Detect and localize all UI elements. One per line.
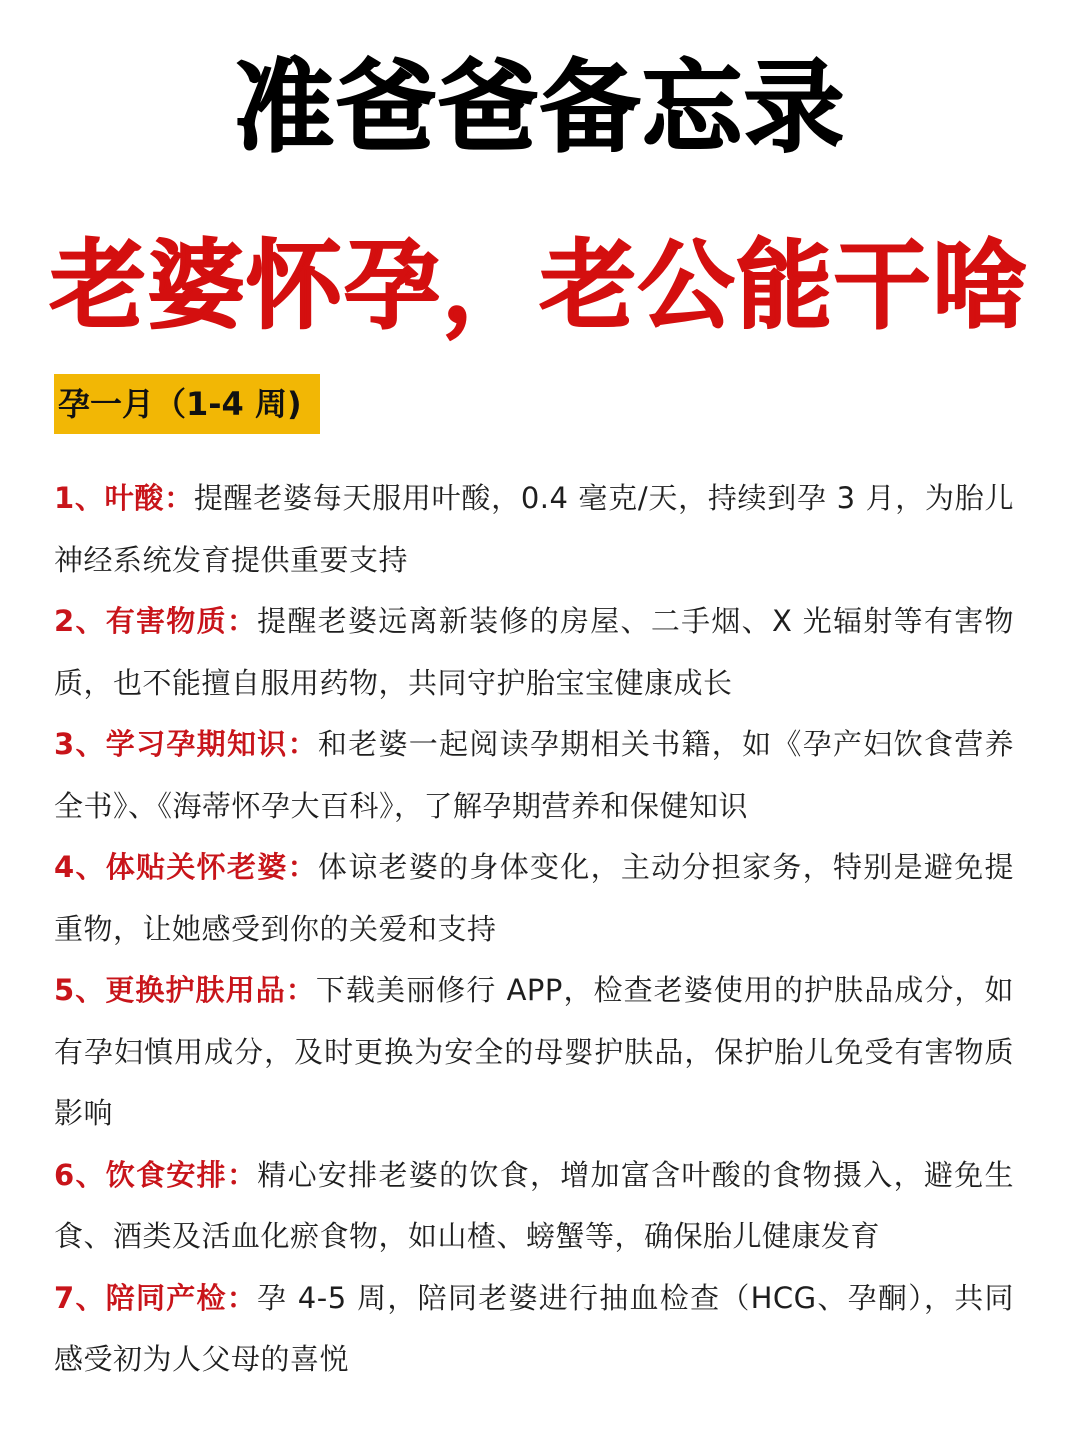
list-item [54,837,1014,960]
item-heading: 6、饮食安排： [54,1157,258,1192]
page-subtitle: 老婆怀孕，老公能干啥 [50,230,1030,342]
item-heading: 5、更换护肤用品： [54,973,316,1007]
tips-list [54,468,1014,1391]
item-text: 和老婆一起阅读孕期相关书籍，如《孕产妇饮食营养全书》、《海蒂怀孕大百科》，了解孕期营养和保健知识 [54,727,1014,823]
list-item [54,591,1014,714]
item-heading: 1、叶酸： [54,481,194,515]
page-title: 准爸爸备忘录 [234,49,846,166]
list-item [54,1268,1014,1391]
item-heading: 2、有害物质： [54,604,258,638]
item-text: 提醒老婆每天服用叶酸，0.4 毫克/天，持续到孕 3 月，为胎儿神经系统发育提供重要支持 [54,481,1014,577]
section-label-month-one: 孕一月（1-4 周) [54,374,320,434]
item-text: 孕 4-5 周，陪同老婆进行抽血检查（HCG、孕酮），共同感受初为人父母的喜悦 [54,1280,1014,1376]
item-text: 下载美丽修行 APP，检查老婆使用的护肤品成分，如有孕妇慎用成分，及时更换为安全的母婴护肤品，保护胎儿免受有害物质影响 [54,973,1014,1130]
item-text: 体谅老婆的身体变化，主动分担家务，特别是避免提重物，让她感受到你的关爱和支持 [54,850,1014,946]
item-heading: 4、体贴关怀老婆： [54,850,318,884]
list-item [54,468,1014,591]
list-item [54,714,1014,837]
item-text: 精心安排老婆的饮食，增加富含叶酸的食物摄入，避免生食、酒类及活血化瘀食物，如山楂、螃蟹等，确保胎儿健康发育 [54,1157,1014,1253]
item-heading: 7、陪同产检： [54,1280,258,1315]
item-text: 提醒老婆远离新装修的房屋、二手烟、X 光辐射等有害物质，也不能擅自服用药物，共同守护胎宝宝健康成长 [54,604,1014,700]
list-item [54,960,1014,1145]
list-item [54,1145,1014,1268]
item-heading: 3、学习孕期知识： [54,727,318,761]
